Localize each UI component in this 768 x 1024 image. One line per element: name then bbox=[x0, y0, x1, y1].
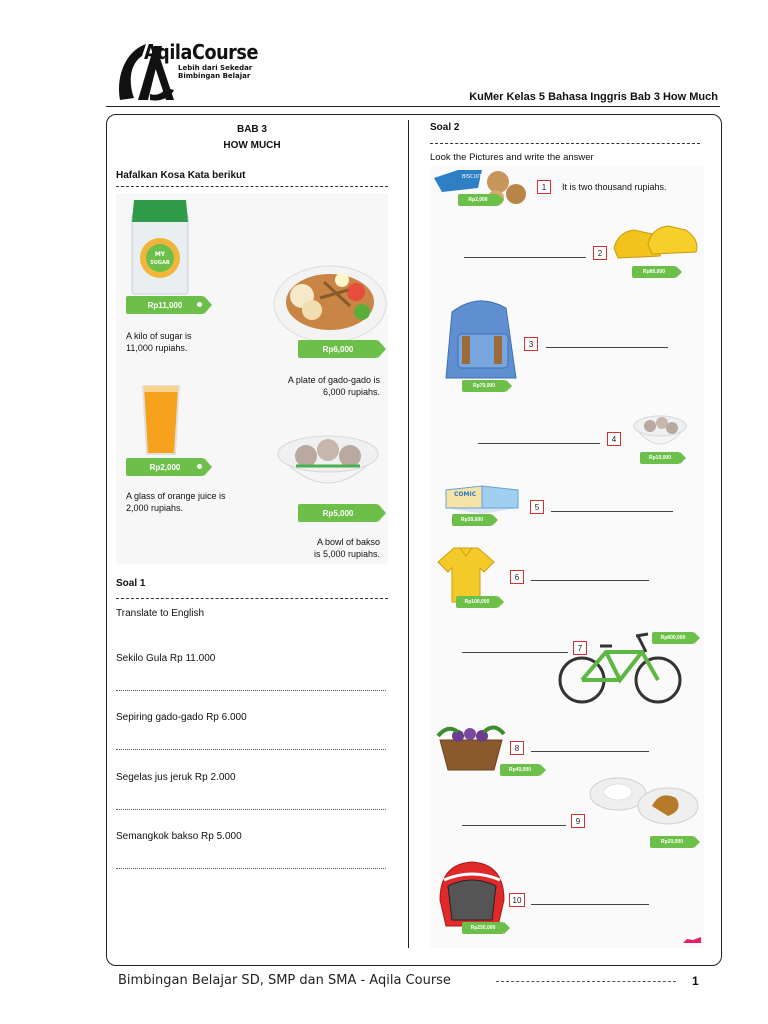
vocab-heading-rule bbox=[116, 186, 388, 187]
footer-rule bbox=[496, 981, 676, 982]
header-rule bbox=[106, 106, 720, 107]
question-number-4: 4 bbox=[607, 432, 621, 446]
caption-sugar-line-1: A kilo of sugar is bbox=[126, 331, 192, 341]
soal1-answer-line-1[interactable] bbox=[116, 690, 386, 691]
answer-line-2[interactable] bbox=[464, 257, 586, 258]
caption-orange-juice-line-1: A glass of orange juice is bbox=[126, 491, 226, 501]
answer-line-7[interactable] bbox=[462, 652, 568, 653]
rice-chicken-plates-icon bbox=[588, 776, 700, 826]
caption-bakso-line-1: A bowl of bakso bbox=[316, 537, 380, 547]
sugar-pack-label-2: SUGAR bbox=[150, 260, 170, 266]
caption-sugar-line-2: 11,000 rupiahs. bbox=[126, 343, 188, 353]
example-answer-1: It is two thousand rupiahs. bbox=[562, 182, 667, 192]
price-3: Rp70,000 bbox=[473, 383, 495, 389]
column-divider bbox=[408, 120, 409, 948]
question-number-10: 10 bbox=[509, 893, 525, 907]
soal1-heading-rule bbox=[116, 598, 388, 599]
soal2-instruction: Look the Pictures and write the answer bbox=[430, 152, 594, 163]
caption-bakso-line-2: is 5,000 rupiahs. bbox=[313, 549, 380, 559]
caption-bakso bbox=[262, 536, 380, 560]
price-sugar: Rp11,000 bbox=[147, 300, 183, 310]
price-tag-9 bbox=[650, 836, 694, 848]
price-10: Rp250,000 bbox=[470, 925, 496, 931]
answer-line-9[interactable] bbox=[462, 825, 566, 826]
question-number-5: 5 bbox=[530, 500, 544, 514]
caption-orange-juice-line-2: 2,000 rupiahs. bbox=[126, 503, 184, 513]
price-7: Rp800,000 bbox=[660, 635, 686, 641]
footer-text: Bimbingan Belajar SD, SMP dan SMA - Aqila Course bbox=[118, 973, 451, 988]
caption-sugar bbox=[126, 330, 192, 354]
vocab-heading: Hafalkan Kosa Kata berikut bbox=[116, 170, 246, 181]
price-tag-sugar bbox=[126, 296, 204, 314]
logo-text bbox=[144, 40, 274, 80]
soal2-heading-rule bbox=[430, 143, 700, 144]
bakso-icon bbox=[632, 414, 688, 452]
gado-gado-plate-icon bbox=[272, 262, 388, 344]
bakso-bowl-icon bbox=[276, 432, 380, 502]
price-5: Rp30,000 bbox=[461, 517, 483, 523]
orange-juice-glass-icon bbox=[140, 384, 182, 456]
price-2: Rp80,000 bbox=[643, 269, 665, 275]
answer-line-10[interactable] bbox=[531, 904, 649, 905]
price-6: Rp100,000 bbox=[464, 599, 490, 605]
sugar-pack-icon bbox=[128, 198, 192, 296]
price-tag-4 bbox=[640, 452, 680, 464]
logo-tagline-2: Bimbingan Belajar bbox=[178, 72, 251, 80]
caption-orange-juice bbox=[126, 490, 226, 514]
comic-book-icon bbox=[442, 484, 522, 516]
answer-line-5[interactable] bbox=[551, 511, 673, 512]
caption-gado-gado bbox=[262, 374, 380, 398]
comic-book-label: COMIC bbox=[454, 491, 477, 498]
price-gado-gado: Rp6,000 bbox=[322, 344, 354, 354]
answer-line-8[interactable] bbox=[531, 751, 649, 752]
document-title: KuMer Kelas 5 Bahasa Inggris Bab 3 How Much bbox=[469, 91, 718, 103]
soal1-question-2: Sepiring gado-gado Rp 6.000 bbox=[116, 712, 247, 723]
page-number: 1 bbox=[692, 974, 699, 988]
logo-name: AqilaCourse bbox=[144, 40, 258, 64]
price-tag-5 bbox=[452, 514, 492, 526]
price-tag-gado-gado bbox=[298, 340, 378, 358]
biscuit-pack-label: BISCUIT bbox=[462, 174, 482, 180]
price-tag-1 bbox=[458, 194, 498, 206]
question-number-2: 2 bbox=[593, 246, 607, 260]
caption-gado-gado-line-2: 6,000 rupiahs. bbox=[322, 387, 380, 397]
price-tag-6 bbox=[456, 596, 498, 608]
price-tag-10 bbox=[462, 922, 504, 934]
price-tag-3 bbox=[462, 380, 506, 392]
question-number-9: 9 bbox=[571, 814, 585, 828]
price-1: Rp2,000 bbox=[468, 197, 488, 203]
chapter-number: BAB 3 bbox=[236, 124, 267, 135]
price-9: Rp20,000 bbox=[661, 839, 683, 845]
decorative-mark-icon bbox=[683, 937, 701, 943]
fruit-basket-icon bbox=[436, 718, 506, 772]
soal1-answer-line-3[interactable] bbox=[116, 809, 386, 810]
question-number-6: 6 bbox=[510, 570, 524, 584]
price-4: Rp10,000 bbox=[649, 455, 671, 461]
price-tag-2 bbox=[632, 266, 676, 278]
sugar-pack-label-1: MY bbox=[154, 251, 166, 258]
soal1-question-1: Sekilo Gula Rp 11.000 bbox=[116, 653, 216, 664]
price-orange-juice: Rp2,000 bbox=[149, 462, 181, 472]
answer-line-4[interactable] bbox=[478, 443, 600, 444]
soal2-heading: Soal 2 bbox=[430, 122, 460, 133]
price-tag-orange-juice bbox=[126, 458, 204, 476]
price-bakso: Rp5,000 bbox=[322, 508, 354, 518]
chapter-title: HOW MUCH bbox=[223, 140, 281, 151]
helmet-icon bbox=[436, 860, 506, 928]
answer-line-3[interactable] bbox=[546, 347, 668, 348]
soal1-answer-line-4[interactable] bbox=[116, 868, 386, 869]
soal1-heading: Soal 1 bbox=[116, 578, 146, 589]
question-number-7: 7 bbox=[573, 641, 587, 655]
price-tag-7 bbox=[652, 632, 694, 644]
price-8: Rp40,000 bbox=[509, 767, 531, 773]
soal1-question-4: Semangkok bakso Rp 5.000 bbox=[116, 831, 242, 842]
caption-gado-gado-line-1: A plate of gado-gado is bbox=[287, 375, 380, 385]
soal1-answer-line-2[interactable] bbox=[116, 749, 386, 750]
soal1-instruction: Translate to English bbox=[116, 608, 205, 619]
question-number-3: 3 bbox=[524, 337, 538, 351]
price-tag-bakso bbox=[298, 504, 378, 522]
question-number-8: 8 bbox=[510, 741, 524, 755]
logo-tagline-1: Lebih dari Sekedar bbox=[178, 64, 253, 72]
question-number-1: 1 bbox=[537, 180, 551, 194]
backpack-icon bbox=[440, 298, 522, 384]
shoes-icon bbox=[612, 224, 700, 266]
answer-line-6[interactable] bbox=[531, 580, 649, 581]
chapter-heading bbox=[116, 122, 388, 154]
price-tag-8 bbox=[500, 764, 540, 776]
soal1-question-3: Segelas jus jeruk Rp 2.000 bbox=[116, 772, 236, 783]
